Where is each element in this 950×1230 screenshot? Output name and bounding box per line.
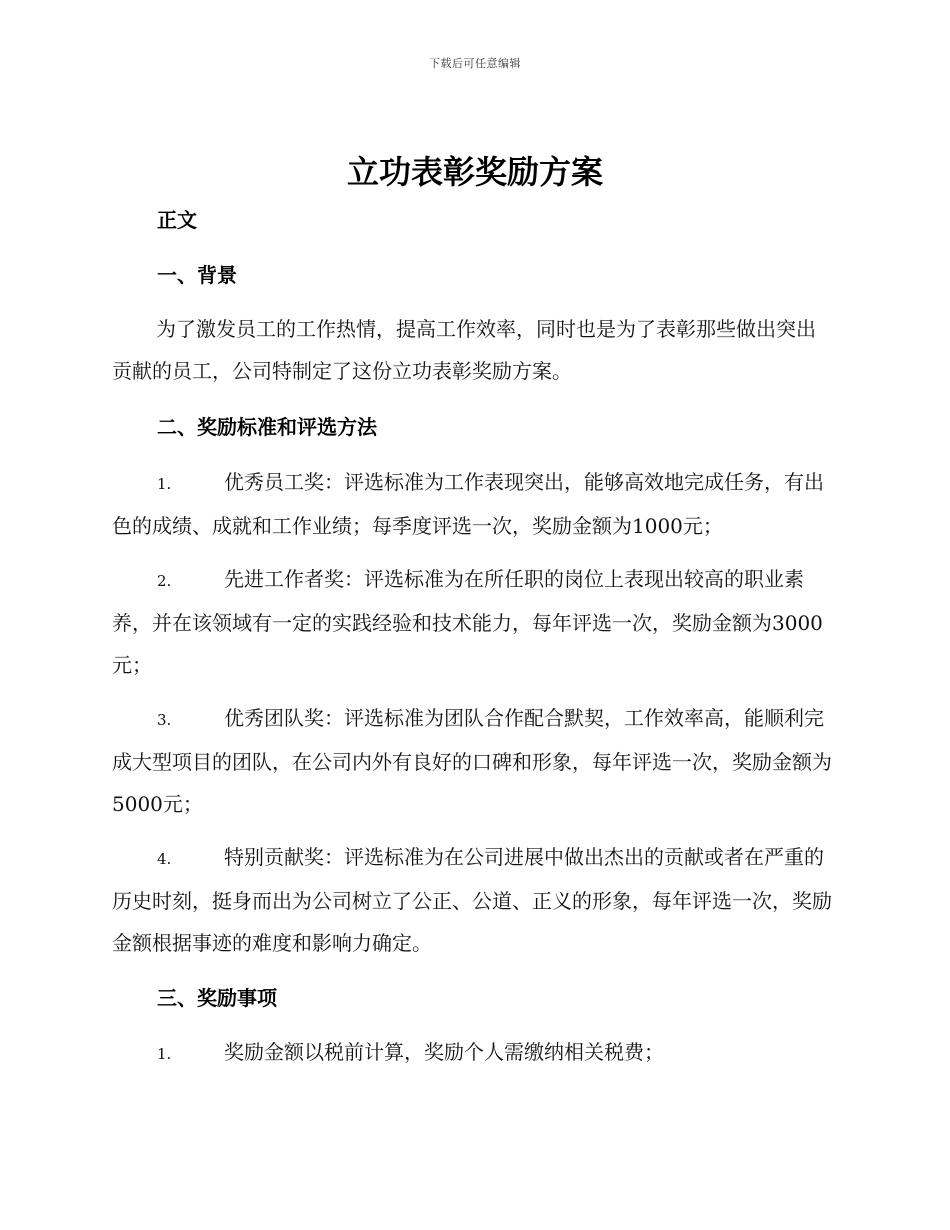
list-item-text: 优秀团队奖：评选标准为团队合作配合默契，工作效率高，能顺利完成大型项目的团队，在公司内外有良好的口碑和形象，每年评选一次，奖励金额为5000元； (112, 706, 832, 816)
list-item-text: 先进工作者奖：评选标准为在所任职的岗位上表现出较高的职业素养，并在该领域有一定的实践经验和技术能力，每年评选一次，奖励金额为3000元； (112, 567, 823, 677)
list-item (112, 558, 834, 686)
list-item-number: 4. (157, 850, 172, 868)
list-item-number: 1. (157, 1045, 172, 1063)
list-item (112, 836, 834, 964)
list-item-number: 1. (157, 475, 172, 493)
list-item-text: 优秀员工奖：评选标准为工作表现突出，能够高效地完成任务，有出色的成绩、成就和工作业绩；每季度评选一次，奖励金额为1000元； (112, 470, 824, 538)
list-item-text: 奖励金额以税前计算，奖励个人需缴纳相关税费； (224, 1040, 664, 1064)
body-label: 正文 (157, 208, 197, 232)
section-heading-background: 一、背景 (157, 263, 237, 287)
section-heading-matters: 三、奖励事项 (157, 986, 277, 1010)
list-item (112, 697, 834, 825)
document-title: 立功表彰奖励方案 (346, 153, 603, 191)
list-item (112, 461, 834, 547)
list-item-number: 3. (157, 711, 172, 729)
list-item-text: 特别贡献奖：评选标准为在公司进展中做出杰出的贡献或者在严重的历史时刻，挺身而出为公司树立了公正、公道、正义的形象，每年评选一次，奖励金额根据事迹的难度和影响力确定。 (112, 845, 832, 955)
list-item (112, 1031, 834, 1075)
background-paragraph: 为了激发员工的工作热情，提高工作效率，同时也是为了表彰那些做出突出贡献的员工，公司特制定了这份立功表彰奖励方案。 (112, 317, 816, 383)
page-header: 下载后可任意编辑 (429, 57, 521, 70)
list-item-number: 2. (157, 572, 172, 590)
section-heading-criteria: 二、奖励标准和评选方法 (157, 415, 377, 439)
